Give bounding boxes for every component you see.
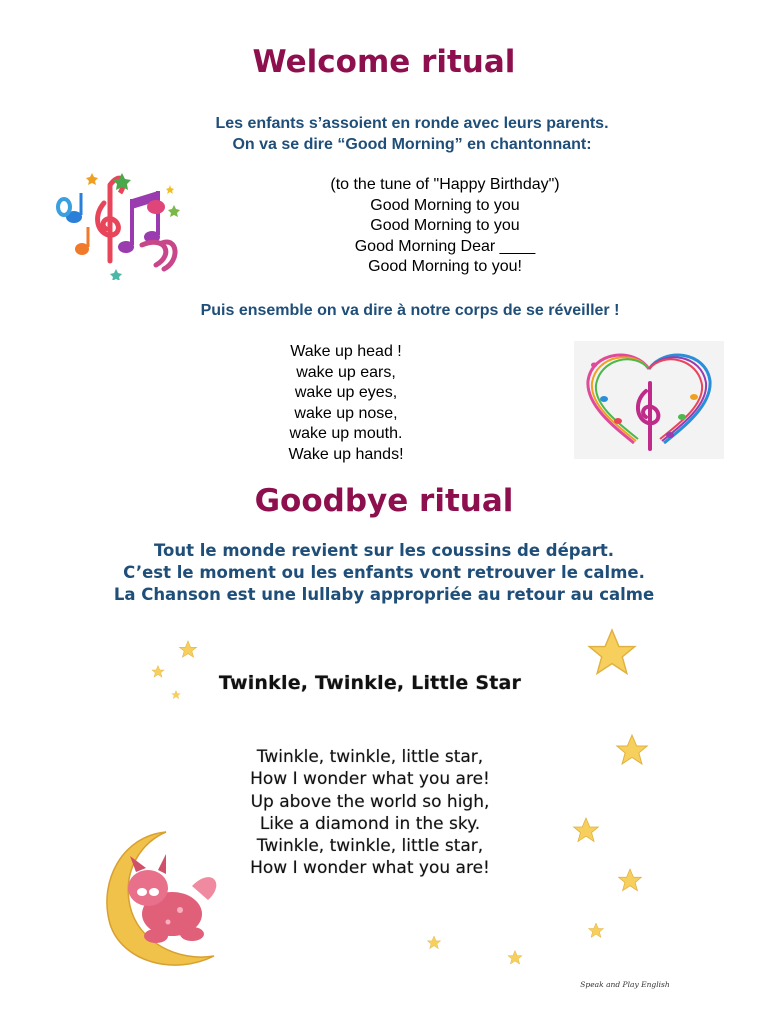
star-icon xyxy=(508,951,522,965)
song-line: (to the tune of "Happy Birthday") xyxy=(330,176,560,193)
song-line: Good Morning to you xyxy=(370,217,520,235)
song-line: wake up mouth. xyxy=(289,425,403,443)
lullaby-line: Twinkle, twinkle, little star, xyxy=(256,836,484,856)
song-line: Wake up head ! xyxy=(290,343,402,360)
lullaby-title: Twinkle, Twinkle, Little Star xyxy=(218,672,522,694)
song-line: Good Morning Dear ____ xyxy=(354,237,536,255)
welcome-intro-line: Les enfants s’assoient en ronde avec leurs parents. xyxy=(215,115,609,132)
music-heart-icon xyxy=(574,341,724,459)
goodbye-intro-line: Tout le monde revient sur les coussins de départ. xyxy=(153,541,615,560)
song-line: wake up eyes, xyxy=(294,384,398,402)
lullaby-line: How I wonder what you are! xyxy=(250,858,490,878)
star-icon xyxy=(179,641,196,657)
credit-text: Speak and Play English xyxy=(580,980,670,989)
lullaby-line: How I wonder what you are! xyxy=(250,769,490,789)
song-line: Good Morning to you! xyxy=(368,258,522,276)
star-icon xyxy=(172,691,181,699)
good-morning-song xyxy=(300,175,590,278)
star-icon xyxy=(152,666,164,678)
song-line: wake up nose, xyxy=(294,404,398,422)
welcome-title: Welcome ritual xyxy=(252,44,516,80)
welcome-intro-line: On va se dire “Good Morning” en chantonnant: xyxy=(232,136,592,153)
star-icon xyxy=(588,923,603,937)
star-icon xyxy=(589,630,635,673)
song-line: Wake up hands! xyxy=(288,445,404,463)
wake-up-song xyxy=(256,342,436,466)
moon-icon xyxy=(96,826,236,976)
star-icon xyxy=(427,936,440,949)
goodbye-intro-line: La Chanson est une lullaby appropriée au retour au calme xyxy=(113,585,655,604)
song-line: Good Morning to you xyxy=(370,196,520,214)
goodbye-intro-line: C’est le moment ou les enfants vont retrouver le calme. xyxy=(123,563,645,582)
music-notes-icon xyxy=(46,165,186,280)
welcome-intro xyxy=(0,113,768,155)
body-intro: Puis ensemble on va dire à notre corps de se réveiller ! xyxy=(200,302,620,319)
goodbye-intro xyxy=(0,540,768,606)
song-line: wake up ears, xyxy=(296,363,396,381)
star-icon xyxy=(619,869,642,891)
star-icon xyxy=(574,818,599,842)
lullaby-line: Up above the world so high, xyxy=(250,792,490,812)
star-icon xyxy=(617,735,647,764)
lullaby-line: Twinkle, twinkle, little star, xyxy=(256,747,484,767)
goodbye-title: Goodbye ritual xyxy=(254,483,514,519)
lullaby-line: Like a diamond in the sky. xyxy=(259,814,481,834)
